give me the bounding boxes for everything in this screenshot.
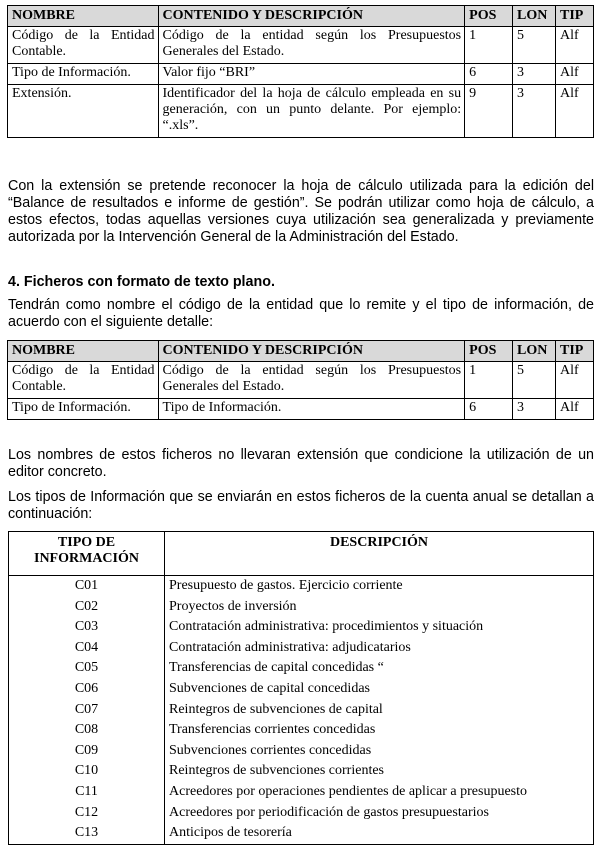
table-cell: Alf	[556, 399, 594, 420]
info-type-code: C10	[9, 761, 165, 782]
table-row	[9, 576, 594, 597]
info-type-description: Reintegros de subvenciones de capital	[169, 701, 383, 717]
info-type-description: Subvenciones corrientes concedidas	[169, 742, 372, 758]
info-type-description: Proyectos de inversión	[169, 598, 297, 614]
column-header-lon: LON	[513, 341, 556, 362]
table-row	[9, 638, 594, 659]
section-heading: 4. Ficheros con formato de texto plano.	[8, 274, 275, 290]
table-cell: 5	[513, 362, 556, 399]
table-cell: Identificador del la hoja de cálculo empleada en su generación, con un punto delante. Por ejemplo: “.xls”.	[158, 85, 465, 138]
table-cell: Código de la Entidad Contable.	[8, 27, 159, 64]
column-header-lon: LON	[513, 6, 556, 27]
table-cell: 3	[513, 85, 556, 138]
column-header-pos: POS	[465, 341, 513, 362]
column-header-contenido: CONTENIDO Y DESCRIPCIÓN	[158, 6, 465, 27]
table-row	[8, 64, 594, 85]
table-cell: Código de la entidad según los Presupuestos Generales del Estado.	[158, 362, 465, 399]
table-cell: Extensión.	[8, 85, 159, 138]
table-cell: Tipo de Información.	[8, 64, 159, 85]
info-type-description: Presupuesto de gastos. Ejercicio corriente	[169, 578, 403, 593]
info-type-description: Reintegros de subvenciones corrientes	[169, 763, 384, 779]
table-row	[9, 761, 594, 782]
table-cell: 6	[465, 64, 513, 85]
file-name-table-plain-text	[7, 340, 594, 420]
info-type-description: Acreedores por operaciones pendientes de aplicar a presupuesto	[169, 783, 528, 799]
info-type-code: C03	[9, 617, 165, 638]
table-cell: Código de la entidad según los Presupuestos Generales del Estado.	[158, 27, 465, 64]
info-type-code: C04	[9, 638, 165, 659]
table-cell: Alf	[556, 64, 594, 85]
info-type-description: Transferencias corrientes concedidas	[169, 722, 376, 738]
table-row	[9, 782, 594, 803]
table-row	[9, 720, 594, 741]
info-type-description: Transferencias de capital concedidas “	[169, 660, 384, 676]
info-type-code: C05	[9, 658, 165, 679]
column-header-tipo-informacion: TIPO DE INFORMACIÓN	[9, 532, 165, 576]
file-name-table-spreadsheet	[7, 5, 594, 138]
table-cell: Código de la Entidad Contable.	[8, 362, 159, 399]
column-header-contenido: CONTENIDO Y DESCRIPCIÓN	[158, 341, 465, 362]
info-type-code: C12	[9, 803, 165, 824]
info-type-code: C07	[9, 700, 165, 721]
info-type-code: C09	[9, 741, 165, 762]
table-cell: Alf	[556, 27, 594, 64]
table-cell: 1	[465, 27, 513, 64]
table-cell: 3	[513, 399, 556, 420]
table-row	[8, 85, 594, 138]
table-cell: Alf	[556, 362, 594, 399]
table-cell: 3	[513, 64, 556, 85]
paragraph-extension: Con la extensión se pretende reconocer la hoja de cálculo utilizada para la edición del “Balance de resultados e informe de gestión”. Se podrán utilizar como hoja de cálculo, a estos efectos, todas aquellas versiones cuya utilización sea generalizada y previamente autorizada por la Intervención General de la Administración del Estado.	[8, 178, 594, 245]
column-header-nombre: NOMBRE	[8, 341, 159, 362]
table-cell: 6	[465, 399, 513, 420]
column-header-tip: TIP	[556, 341, 594, 362]
table-header-row	[9, 532, 594, 576]
column-header-nombre: NOMBRE	[8, 6, 159, 27]
table-cell: 1	[465, 362, 513, 399]
info-type-code: C13	[9, 823, 165, 844]
table-row	[9, 823, 594, 844]
info-type-description: Contratación administrativa: adjudicatarios	[169, 639, 411, 655]
table-row	[8, 27, 594, 64]
paragraph-naming: Tendrán como nombre el código de la entidad que lo remite y el tipo de información, de acuerdo con el siguiente detalle:	[8, 297, 594, 330]
column-header-pos: POS	[465, 6, 513, 27]
info-type-code: C06	[9, 679, 165, 700]
info-type-code: C11	[9, 782, 165, 803]
column-header-tip: TIP	[556, 6, 594, 27]
info-type-description: Subvenciones de capital concedidas	[169, 680, 370, 696]
paragraph-info-types: Los tipos de Información que se enviarán en estos ficheros de la cuenta anual se detallan a continuación:	[8, 489, 594, 522]
paragraph-no-extension: Los nombres de estos ficheros no llevaran extensión que condicione la utilización de un editor concreto.	[8, 447, 594, 480]
info-type-code: C02	[9, 597, 165, 618]
table-cell: 9	[465, 85, 513, 138]
table-row	[9, 679, 594, 700]
table-cell: Alf	[556, 85, 594, 138]
table-cell: Valor fijo “BRI”	[158, 64, 465, 85]
table-cell: Tipo de Información.	[158, 399, 465, 420]
table-header-row	[8, 6, 594, 27]
information-types-table	[8, 531, 594, 845]
table-row	[9, 597, 594, 618]
table-row	[9, 700, 594, 721]
info-type-code: C01	[9, 576, 165, 597]
table-row	[9, 658, 594, 679]
table-cell: 5	[513, 27, 556, 64]
info-type-code: C08	[9, 720, 165, 741]
table-row	[9, 617, 594, 638]
table-row	[8, 362, 594, 399]
table-cell: Tipo de Información.	[8, 399, 159, 420]
table-header-row	[8, 341, 594, 362]
column-header-descripcion: DESCRIPCIÓN	[165, 532, 594, 576]
info-type-description: Acreedores por periodificación de gastos presupuestarios	[169, 804, 489, 820]
info-type-description: Contratación administrativa: procedimientos y situación	[169, 619, 484, 635]
table-row	[9, 741, 594, 762]
table-row	[9, 803, 594, 824]
table-row	[8, 399, 594, 420]
info-type-description: Anticipos de tesorería	[169, 825, 292, 841]
